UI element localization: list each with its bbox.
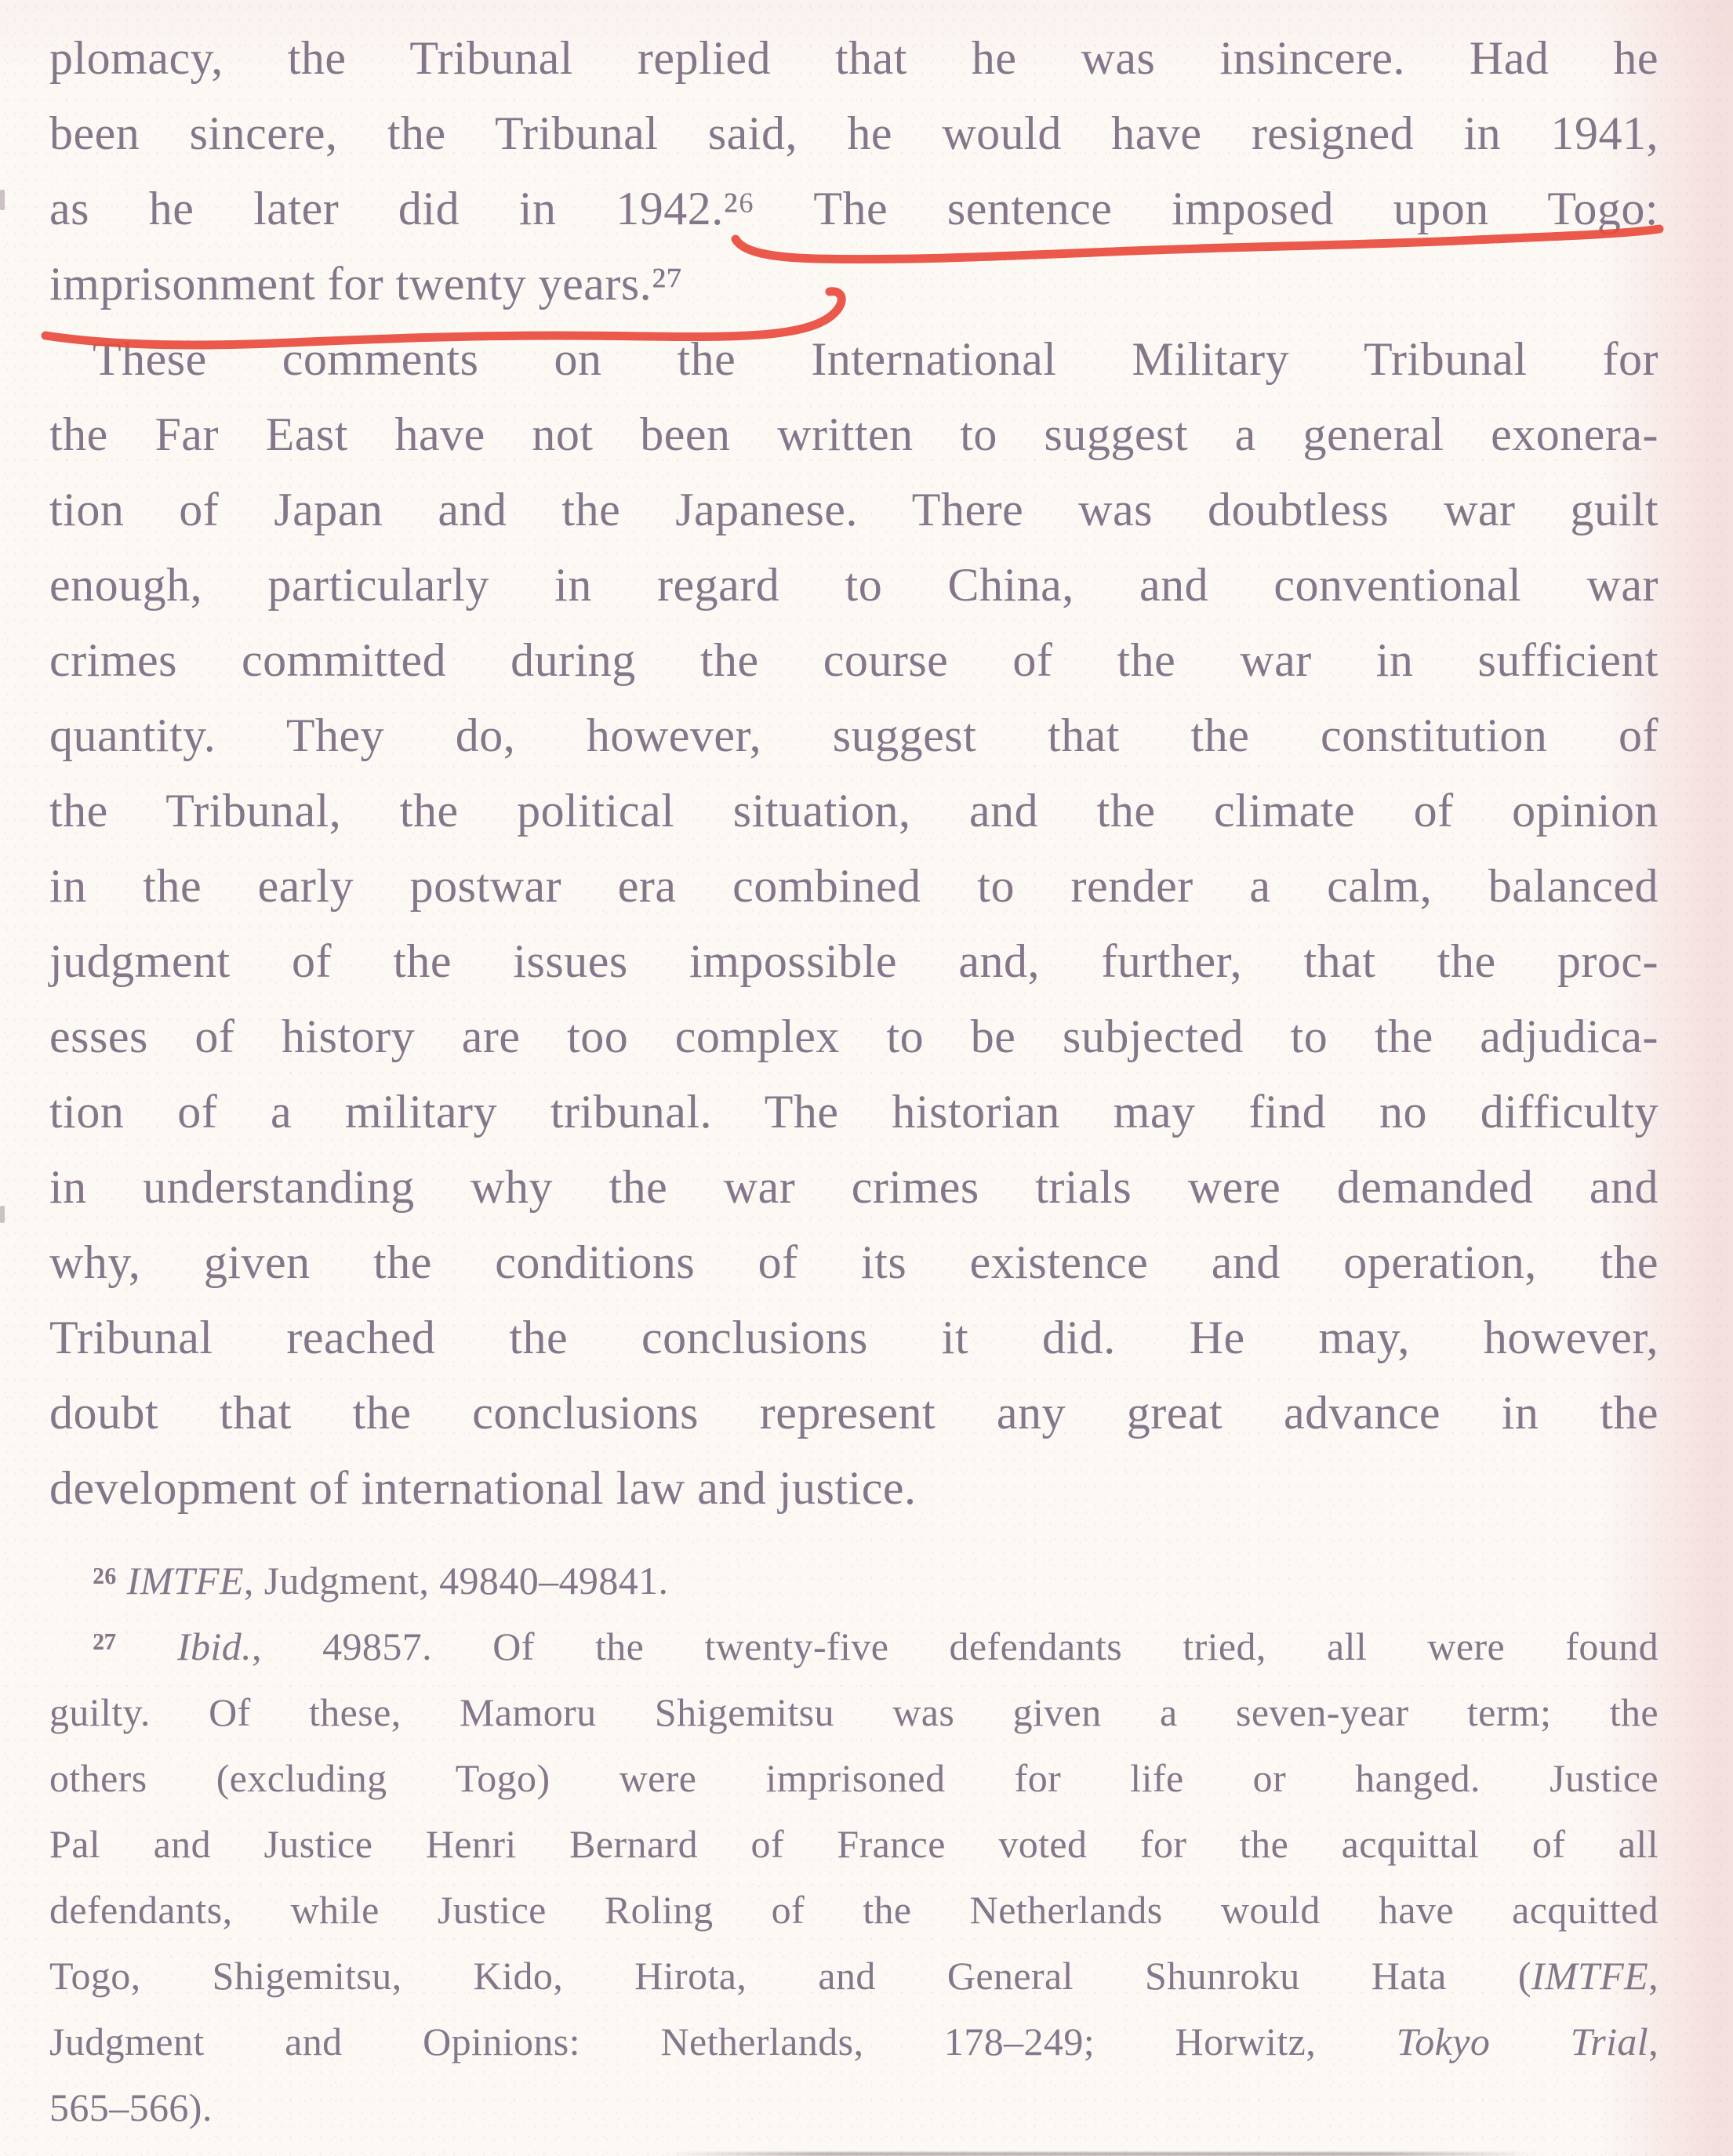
scan-edge-artifact (0, 1206, 5, 1223)
text-line: enough, particularly in regard to China, and conventional war (49, 559, 1659, 611)
text-line: esses of history are too complex to be subjected to the adjudica- (49, 1011, 1659, 1062)
text-line: doubt that the conclusions represent any great advance in the (49, 1387, 1659, 1439)
text-line: Judgment and Opinions: Netherlands, 178–249; Horwitz, Tokyo Trial, (49, 2020, 1659, 2063)
scan-edge-smudge (667, 2152, 1537, 2156)
scan-edge-artifact (0, 190, 5, 210)
text-line: why, given the conditions of its existence and operation, the (49, 1236, 1659, 1288)
text-line: in the early postwar era combined to render a calm, balanced (49, 860, 1659, 912)
text-line: as he later did in 1942.²⁶ The sentence imposed upon Togo: (49, 183, 1659, 234)
body-paragraph-continued (49, 20, 1659, 321)
text-line: ²⁷ Ibid., 49857. Of the twenty-five defendants tried, all were found (93, 1624, 1659, 1668)
text-line: 565–566). (49, 2085, 213, 2129)
footnote-26 (49, 1548, 1659, 1613)
footnotes-section (49, 1548, 1659, 2140)
text-line: been sincere, the Tribunal said, he would have resigned in 1941, (49, 107, 1659, 159)
text-line: quantity. They do, however, suggest that the constitution of (49, 710, 1659, 761)
text-line: imprisonment for twenty years.²⁷ (49, 258, 684, 310)
text-line: the Tribunal, the political situation, and the climate of opinion (49, 785, 1659, 837)
body-paragraph-comments (49, 321, 1659, 1526)
text-line: tion of Japan and the Japanese. There was doubtless war guilt (49, 484, 1659, 535)
page-text-block (49, 20, 1659, 2140)
text-line: development of international law and justice. (49, 1462, 917, 1514)
text-line: defendants, while Justice Roling of the Netherlands would have acquitted (49, 1888, 1659, 1932)
text-line: Pal and Justice Henri Bernard of France voted for the acquittal of all (49, 1822, 1659, 1866)
text-line: Tribunal reached the conclusions it did. He may, however, (49, 1312, 1659, 1363)
text-line: the Far East have not been written to suggest a general exonera- (49, 408, 1659, 460)
text-line: tion of a military tribunal. The historian may find no difficulty (49, 1086, 1659, 1138)
text-line: others (excluding Togo) were imprisoned for life or hanged. Justice (49, 1756, 1659, 1800)
footnote-27 (49, 1613, 1659, 2140)
text-line: Togo, Shigemitsu, Kido, Hirota, and General Shunroku Hata (IMTFE, (49, 1954, 1659, 1998)
text-line: in understanding why the war crimes trials were demanded and (49, 1161, 1659, 1213)
text-line: judgment of the issues impossible and, further, that the proc- (49, 935, 1659, 987)
text-line: These comments on the International Military Tribunal for (93, 333, 1659, 385)
text-line: guilty. Of these, Mamoru Shigemitsu was given a seven-year term; the (49, 1690, 1659, 1734)
text-line: crimes committed during the course of the war in sufficient (49, 634, 1659, 686)
text-line: ²⁶ IMTFE, Judgment, 49840–49841. (93, 1559, 669, 1602)
text-line: plomacy, the Tribunal replied that he was insincere. Had he (49, 32, 1659, 84)
